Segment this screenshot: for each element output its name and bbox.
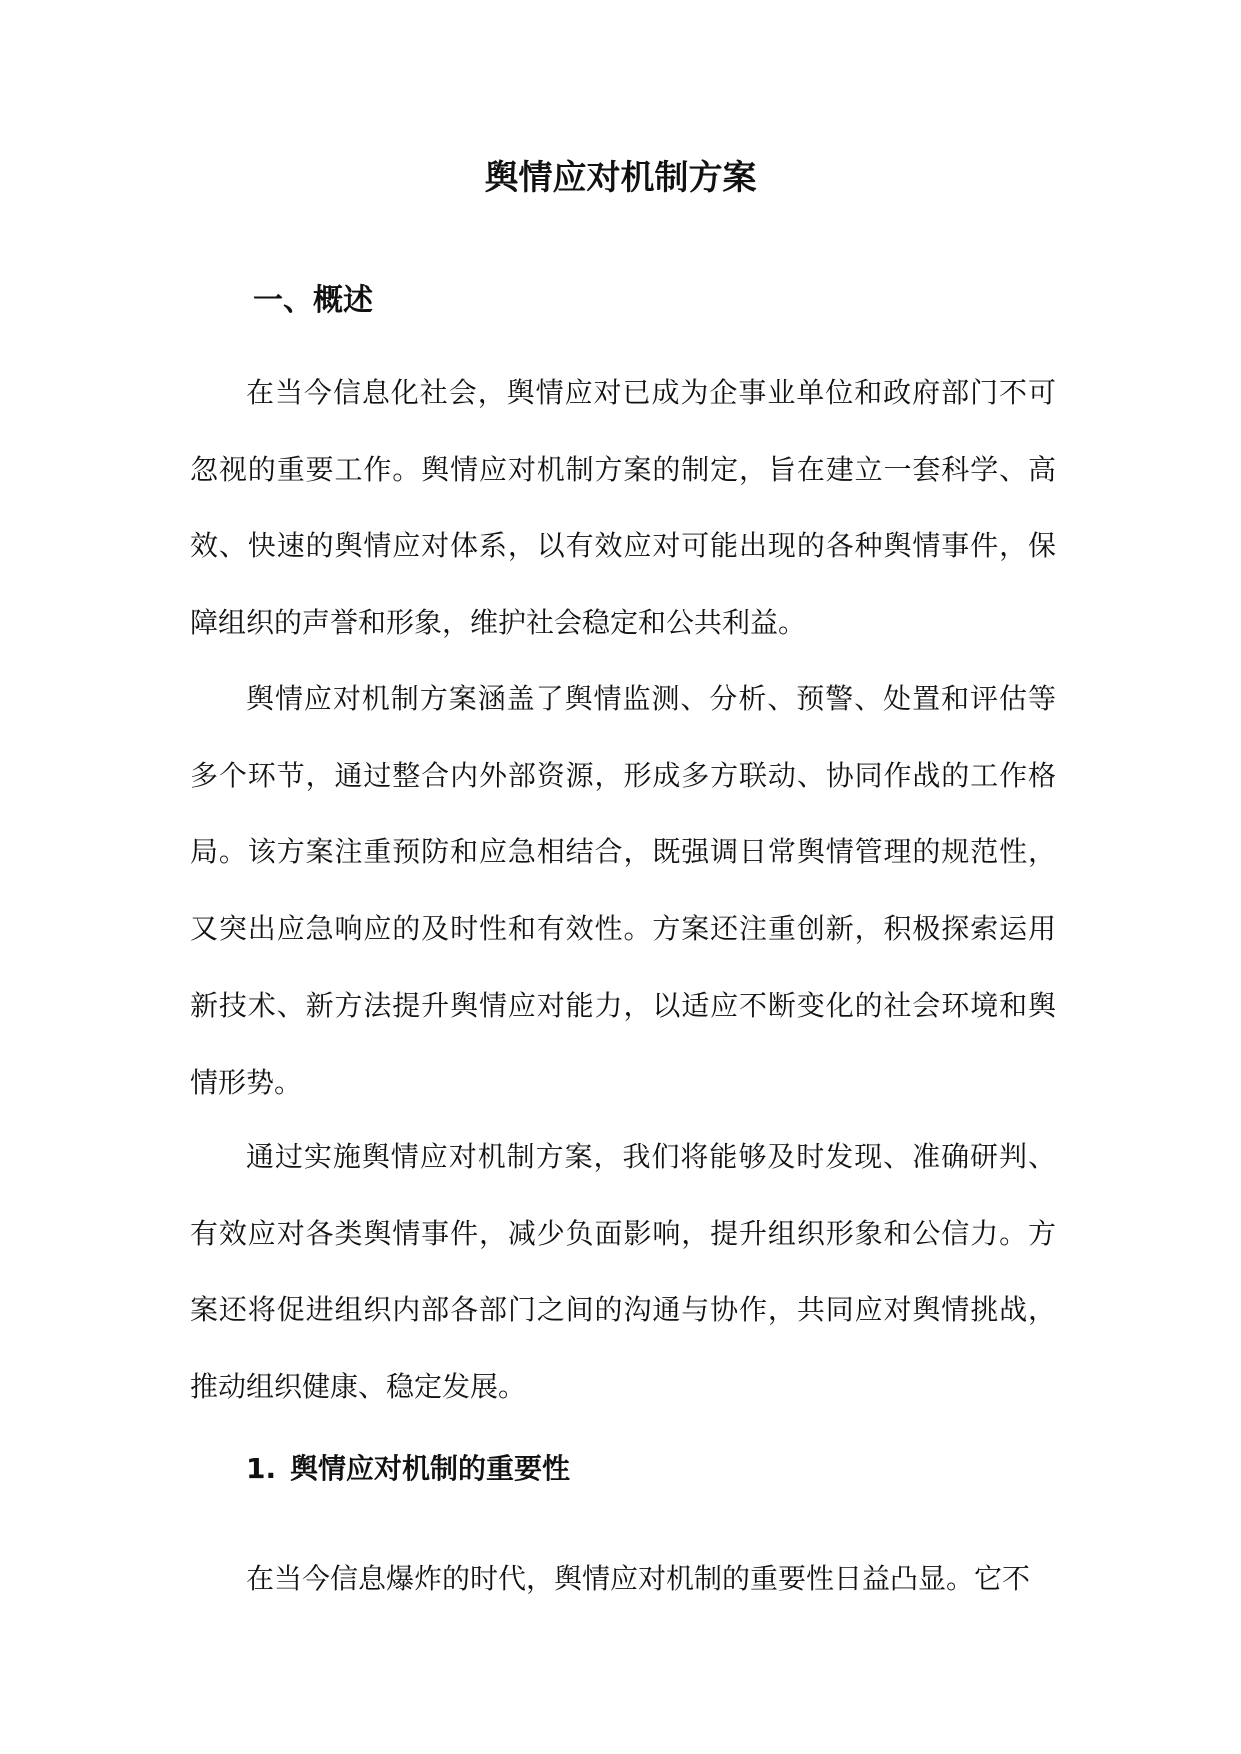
body-paragraph: 舆情应对机制方案涵盖了舆情监测、分析、预警、处置和评估等多个环节，通过整合内外部资源，形成多方联动、协同作战的工作格局。该方案注重预防和应急相结合，既强调日常舆情管理的规范性，又突出应急响应的及时性和有效性。方案还注重创新，积极探索运用新技术、新方法提升舆情应对能力，以适应不断变化的社会环境和舆情形势。 bbox=[190, 682, 1056, 1099]
body-paragraph: 在当今信息化社会，舆情应对已成为企事业单位和政府部门不可忽视的重要工作。舆情应对机制方案的制定，旨在建立一套科学、高效、快速的舆情应对体系，以有效应对可能出现的各种舆情事件，保障组织的声誉和形象，维护社会稳定和公共利益。 bbox=[190, 376, 1056, 640]
document-title: 舆情应对机制方案 bbox=[484, 158, 757, 198]
section-heading-overview: 一、概述 bbox=[253, 283, 373, 318]
subsection-number: 1. bbox=[246, 1452, 277, 1485]
subsection-title: 舆情应对机制的重要性 bbox=[290, 1452, 571, 1485]
body-paragraph: 在当今信息爆炸的时代，舆情应对机制的重要性日益凸显。它不 bbox=[246, 1562, 1031, 1595]
subsection-heading-importance bbox=[246, 1445, 570, 1493]
body-paragraph: 通过实施舆情应对机制方案，我们将能够及时发现、准确研判、有效应对各类舆情事件，减少负面影响，提升组织形象和公信力。方案还将促进组织内部各部门之间的沟通与协作，共同应对舆情挑战，推动组织健康、稳定发展。 bbox=[190, 1140, 1056, 1404]
